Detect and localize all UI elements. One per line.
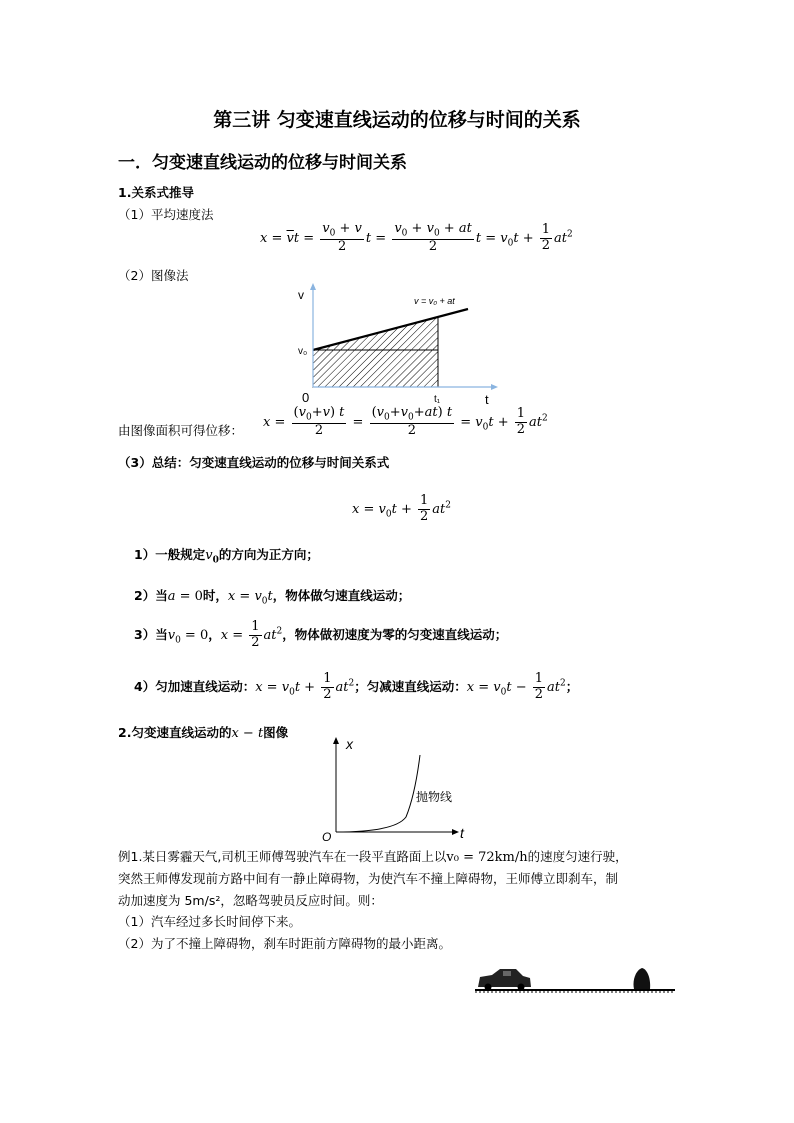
method-average-velocity: （1）平均速度法 bbox=[118, 207, 214, 222]
t-axis-label: t bbox=[460, 825, 464, 841]
section-heading: 一．匀变速直线运动的位移与时间关系 bbox=[118, 153, 407, 173]
origin-label: O bbox=[322, 830, 332, 844]
road bbox=[475, 990, 675, 992]
parabola-curve bbox=[336, 755, 420, 832]
xt-graph bbox=[310, 735, 480, 845]
note-3: 3）当$v_0 = 0$，x = $\frac{1}{2}$ $at^2$，物体做初速度为零的匀变速直线运动； bbox=[134, 619, 508, 650]
obstacle-icon bbox=[633, 968, 650, 989]
example-line-1: 例1.某日雾霾天气,司机王师傅驾驶汽车在一段平直路面上以v₀ = 72km/h的速度匀速行驶， bbox=[118, 849, 628, 865]
section2-heading: 2.匀变速直线运动的x − t图像 bbox=[118, 725, 289, 741]
displacement-area bbox=[313, 317, 438, 387]
formula-area: x = $\frac{(v_0+v) t}{2}$ = $\frac{(v_0+v_0+at) t}{2}$ = $v_0t$ + $\frac{1}{2}$ $at^2$ bbox=[263, 405, 548, 438]
vt-graph bbox=[290, 280, 510, 410]
origin-label: 0 bbox=[302, 390, 310, 405]
note-4: 4）匀加速直线运动：$x = v_0t$ + $\frac{1}{2}$ $at^2$；匀减速直线运动：$x = v_0t$ − $\frac{1}{2}$ $at^2$； bbox=[134, 671, 579, 702]
car-icon bbox=[478, 969, 531, 991]
car-obstacle-illustration bbox=[470, 958, 680, 1000]
question-1: （1）汽车经过多长时间停下来。 bbox=[118, 914, 301, 929]
v0-label: v₀ bbox=[298, 346, 308, 357]
formula-average-velocity: $x = \overline{v}t$ = $\frac{v_0 + v}{2}$ t = $\frac{v_0 + v_0 + at}{2}$ $t = v_0t$ + $\frac{1}{2}$ $at^2$ bbox=[260, 221, 573, 254]
example-line-3: 动加速度为 5m/s²，忽略驾驶员反应时间。则： bbox=[118, 893, 383, 908]
v-axis-label: v bbox=[298, 288, 304, 302]
subsection-heading: 1.关系式推导 bbox=[118, 185, 194, 200]
t1-label: t₁ bbox=[434, 394, 441, 405]
area-lead: 由图像面积可得位移： bbox=[118, 423, 244, 438]
note-2: 2）当a = 0时，$x = v_0t$，物体做匀速直线运动； bbox=[134, 588, 411, 607]
parabola-label: 抛物线 bbox=[416, 790, 453, 804]
summary-heading: （3）总结：匀变速直线运动的位移与时间关系式 bbox=[118, 455, 390, 470]
method-graph: （2）图像法 bbox=[118, 268, 189, 283]
x-axis-label: x bbox=[346, 736, 353, 752]
question-2: （2）为了不撞上障碍物，刹车时距前方障碍物的最小距离。 bbox=[118, 936, 451, 951]
t-axis-label: t bbox=[485, 392, 489, 407]
page-title: 第三讲 匀变速直线运动的位移与时间的关系 bbox=[213, 109, 581, 131]
example-line-2: 突然王师傅发现前方路中间有一静止障碍物，为使汽车不撞上障碍物，王师傅立即刹车，制 bbox=[118, 871, 619, 886]
line-equation-label: v = v₀ + at bbox=[414, 296, 455, 306]
formula-summary: $x = v_0t$ + $\frac{1}{2}$ $at^2$ bbox=[352, 493, 452, 524]
note-1: 1）一般规定$v_0$的方向为正方向； bbox=[134, 547, 319, 566]
